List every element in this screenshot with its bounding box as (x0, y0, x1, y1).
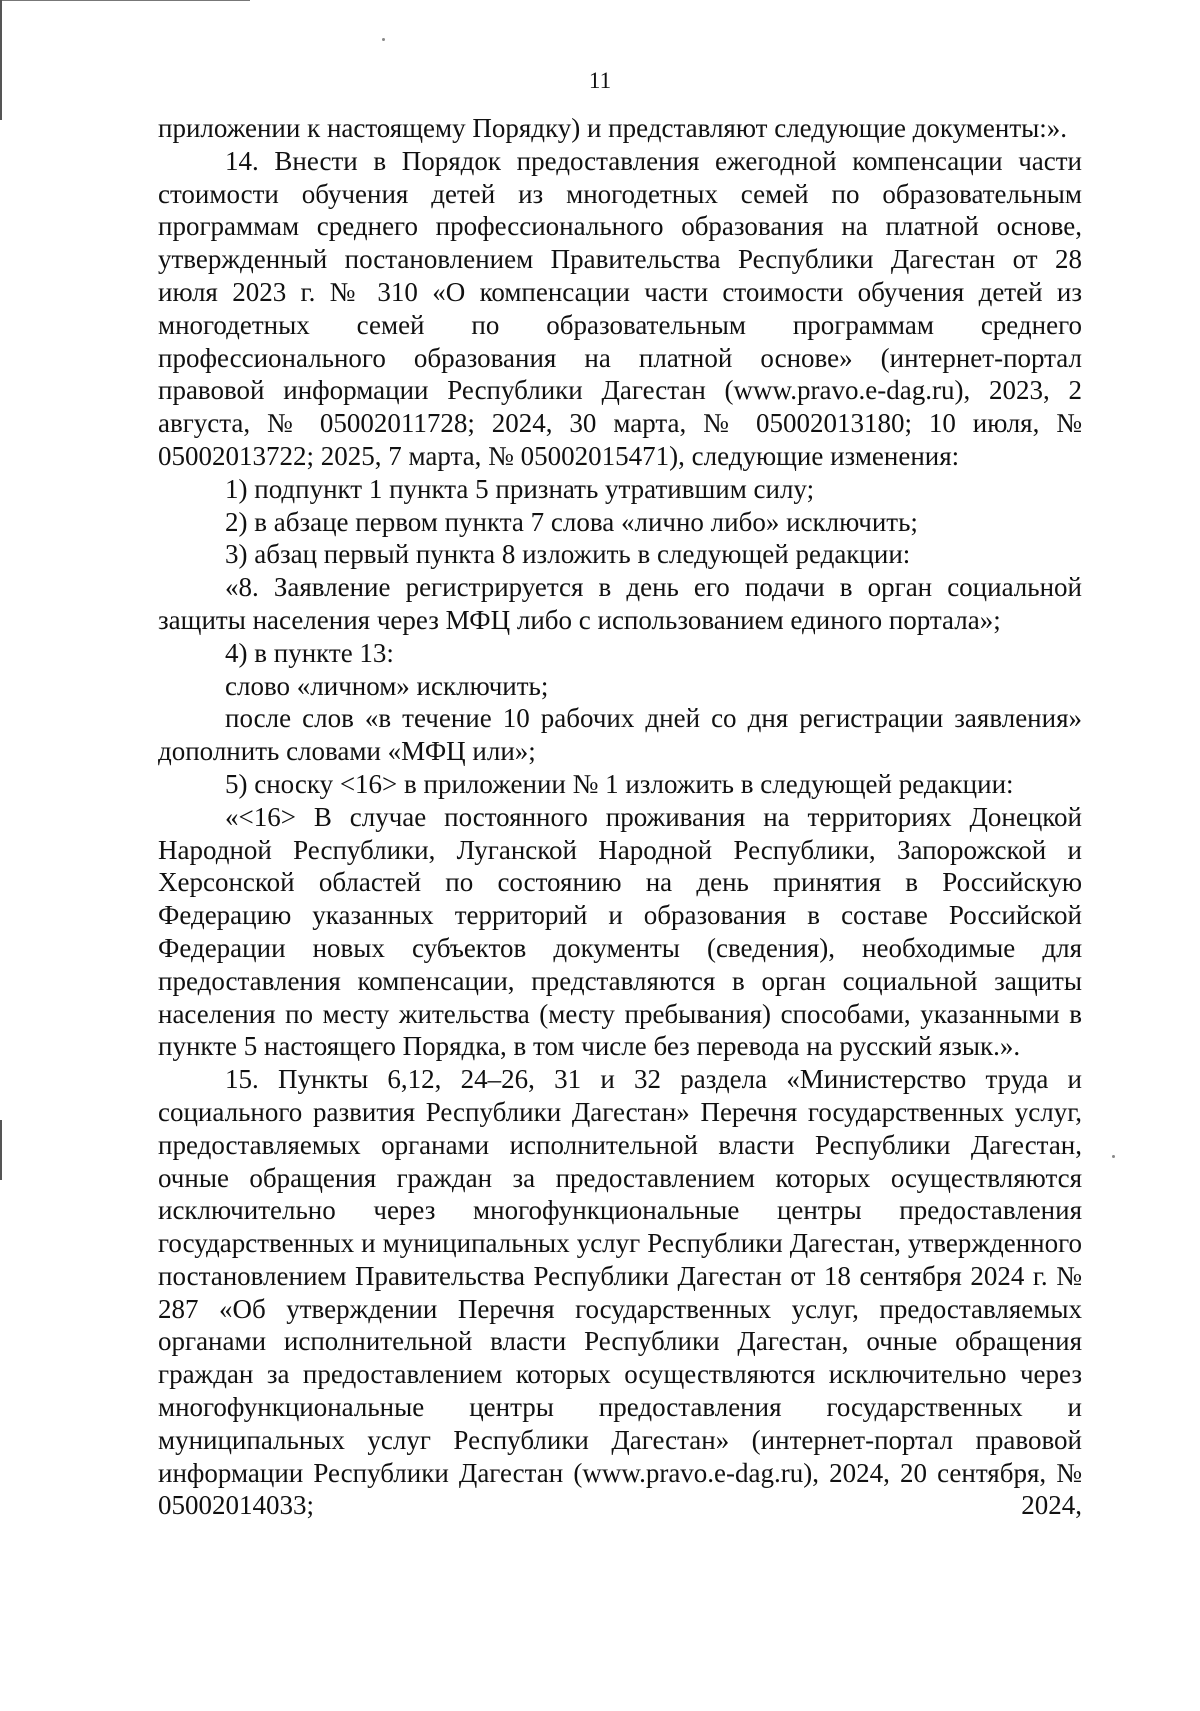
paragraph-subitem-1: 1) подпункт 1 пункта 5 признать утратившим силу; (225, 473, 815, 504)
paragraph-subitem-3: 3) абзац первый пункта 8 изложить в следующей редакции: (225, 539, 911, 570)
paragraph-footnote-16: «<16> В случае постоянного проживания на территориях Донецкой Народной Республики, Луганской Народной Республики, Запорожской и Херсонской областей по состоянию на день принятия в Российскую Федерацию указанных территорий и образования в составе Российской Федерации новых субъектов документы (сведения), необходимые для предоставления компенсации, представляются в орган социальной защиты населения по месту жительства (месту пребывания) способами, указанными в пункте 5 настоящего Порядка, в том числе без перевода на русский язык.». (158, 801, 1082, 1062)
paragraph-word-removal: слово «личном» исключить; (225, 670, 549, 701)
scan-artifact-left-edge-lower (0, 1120, 2, 1180)
scan-artifact-left-edge (0, 0, 2, 120)
scan-speck (382, 38, 385, 41)
paragraph-subitem-2: 2) в абзаце первом пункта 7 слова «лично либо» исключить; (225, 506, 918, 537)
paragraph-subitem-5: 5) сноску <16> в приложении № 1 изложить в следующей редакции: (225, 768, 1014, 799)
page-number: 11 (588, 68, 612, 93)
paragraph-item-14: 14. Внести в Порядок предоставления ежегодной компенсации части стоимости обучения детей из многодетных семей по образовательным программам среднего профессионального образования на платной основе, утвержденный постановлением Правительства Республики Дагестан от 28 июля 2023 г. № 310 «О компенсации части стоимости обучения детей из многодетных семей по образовательным программам среднего профессионального образования на платной основе» (интернет-портал правовой информации Республики Дагестан (www.pravo.e-dag.ru), 2023, 2 августа, № 05002011728; 2024, 30 марта, № 05002013180; 10 июля, № 05002013722; 2025, 7 марта, № 05002015471), следующие изменения: (158, 145, 1082, 471)
paragraph-word-addition: после слов «в течение 10 рабочих дней со дня регистрации заявления» дополнить словами «МФЦ или»; (158, 703, 1082, 767)
scan-speck (1112, 1155, 1115, 1158)
paragraph-subitem-4: 4) в пункте 13: (225, 637, 394, 668)
paragraph-item-15: 15. Пункты 6,12, 24–26, 31 и 32 раздела «Министерство труда и социального развития Республики Дагестан» Перечня государственных услуг, предоставляемых органами исполнительной власти Республики Дагестан, очные обращения граждан за предоставлением которых осуществляются исключительно через многофункциональные центры предоставления государственных и муниципальных услуг Республики Дагестан, утвержденного постановлением Правительства Республики Дагестан от 18 сентября 2024 г. № 287 «Об утверждении Перечня государственных услуг, предоставляемых органами исполнительной власти Республики Дагестан, очные обращения граждан за предоставлением которых осуществляются исключительно через многофункциональные центры предоставления государственных и муниципальных услуг Республики Дагестан» (интернет-портал правовой информации Республики Дагестан (www.pravo.e-dag.ru), 2024, 20 сентября, № 05002014033; 2024, (158, 1064, 1082, 1521)
document-body (158, 112, 1082, 1522)
paragraph-continuation: приложении к настоящему Порядку) и представляют следующие документы:». (158, 113, 1068, 143)
paragraph-quote-item-8: «8. Заявление регистрируется в день его подачи в орган социальной защиты населения через МФЦ либо с использованием единого портала»; (158, 572, 1082, 635)
scan-artifact-top-edge (0, 0, 250, 1)
